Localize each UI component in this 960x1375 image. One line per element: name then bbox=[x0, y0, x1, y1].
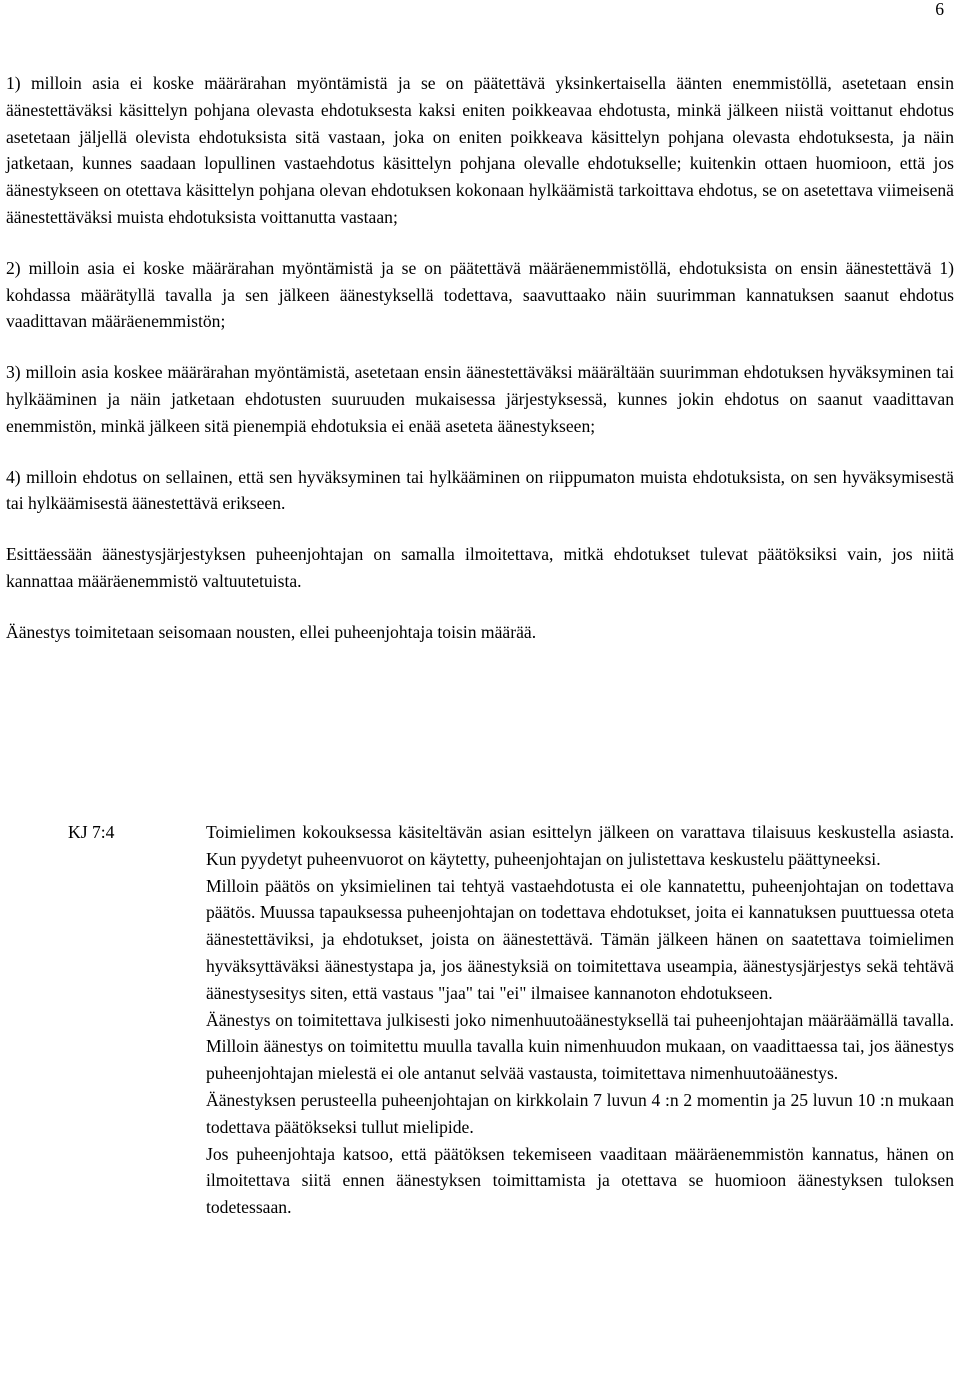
paragraph-item-3: 3) milloin asia koskee määrärahan myöntämistä, asetetaan ensin äänestettäväksi määrältään suurimman ehdotuksen hyväksyminen tai hylkääminen ja näin jatketaan ehdotusten suuruuden mukaisessa järjestyksessä, kunnes jokin ehdotus on saanut vaadittavan enemmistön, minkä jälkeen sitä pienempiä ehdotuksia ei enää aseteta äänestykseen; bbox=[6, 362, 954, 436]
paragraph-voting-method: Äänestys toimitetaan seisomaan nousten, ellei puheenjohtaja toisin määrää. bbox=[6, 621, 537, 642]
section-body bbox=[206, 819, 954, 1221]
document-body bbox=[6, 70, 954, 646]
page-number: 6 bbox=[935, 0, 944, 19]
paragraph-item-4: 4) milloin ehdotus on sellainen, että sen hyväksyminen tai hylkääminen on riippumaton muista ehdotuksista, on sen hyväksymisestä tai hylkäämisestä äänestettävä erikseen. bbox=[6, 466, 954, 514]
paragraph-item-2: 2) milloin asia ei koske määrärahan myöntämistä ja se on päätettävä määräenemmistöllä, ehdotuksista on ensin äänestettävä 1) kohdassa määrätyllä tavalla ja sen jälkeen äänestyksellä todettava, saavuttaako näin suurimman kannatuksen saanut ehdotus vaadittavan määräenemmistön; bbox=[6, 257, 954, 332]
section-kj-7-4 bbox=[6, 819, 954, 1221]
section-paragraph: Jos puheenjohtaja katsoo, että päätöksen tekemiseen vaaditaan määräenemmistön kannatus, hänen on ilmoitettava siitä ennen äänestyksen toimittamista ja otettava se huomioon äänestyksen tuloksen todetessaan. bbox=[206, 1143, 954, 1218]
section-paragraph: Äänestys on toimitettava julkisesti joko nimenhuutoäänestyksellä tai puheenjohtajan määräämällä tavalla. Milloin äänestys on toimitettu muulla tavalla kuin nimenhuudon mukaan, on vaadittaessa tai, jos äänestys puheenjohtajan mielestä ei ole antanut selvää vastausta, toimitettava nimenhuutoäänestys. bbox=[206, 1009, 954, 1084]
section-paragraph: Äänestyksen perusteella puheenjohtajan on kirkkolain 7 luvun 4 :n 2 momentin ja 25 luvun 10 :n mukaan todettava päätökseksi tullut mielipide. bbox=[206, 1089, 954, 1137]
section-code: KJ 7:4 bbox=[68, 822, 115, 842]
paragraph-voting-order: Esittäessään äänestysjärjestyksen puheenjohtajan on samalla ilmoitettava, mitkä ehdotukset tulevat päätöksiksi vain, jos niitä kannattaa määräenemmistö valtuutetuista. bbox=[6, 544, 954, 591]
section-paragraph: Milloin päätös on yksimielinen tai tehtyä vastaehdotusta ei ole kannatettu, puheenjohtajan on todettava päätös. Muussa tapauksessa puheenjohtajan on todettava ehdotukset, joita ei kannatuksen puuttuessa oteta äänestettäviksi, ja ehdotukset, joista on äänestettävä. Tämän jälkeen hänen on saatettava toimielimen hyväksyttäväksi äänestystapa ja, jos äänestyksiä on toimitettava useampia, äänestysjärjestys sekä tehtävä äänestysesitys siten, että vastaus "jaa" tai "ei" ilmaisee kannanoton ehdotukseen. bbox=[206, 875, 954, 1003]
section-paragraph: Toimielimen kokouksessa käsiteltävän asian esittelyn jälkeen on varattava tilaisuus keskustella asiasta. Kun pyydetyt puheenvuorot on käytetty, puheenjohtajan on julistettava keskustelu päättyneeksi. bbox=[206, 822, 954, 869]
paragraph-item-1: 1) milloin asia ei koske määrärahan myöntämistä ja se on päätettävä yksinkertaisella äänten enemmistöllä, asetetaan ensin äänestettäväksi käsittelyn pohjana olevasta ehdotuksesta kaksi eniten poikkeavaa ehdotusta, minkä jälkeen niistä voittanut ehdotus asetetaan jäljellä olevista ehdotuksista sitä vastaan, joka on eniten poikkeava käsittelyn pohjana olevasta ehdotuksesta, ja näin jatketaan, kunnes saadaan lopullinen vastaehdotus käsittelyn pohjana olevalle ehdotukselle; kuitenkin ottaen huomioon, että jos äänestykseen on otettava käsittelyn pohjana olevan ehdotuksen kokonaan hylkäämistä tarkoittava ehdotus, se on asetettava viimeisenä äänestettäväksi muista ehdotuksista voittanutta vastaan; bbox=[6, 73, 954, 227]
